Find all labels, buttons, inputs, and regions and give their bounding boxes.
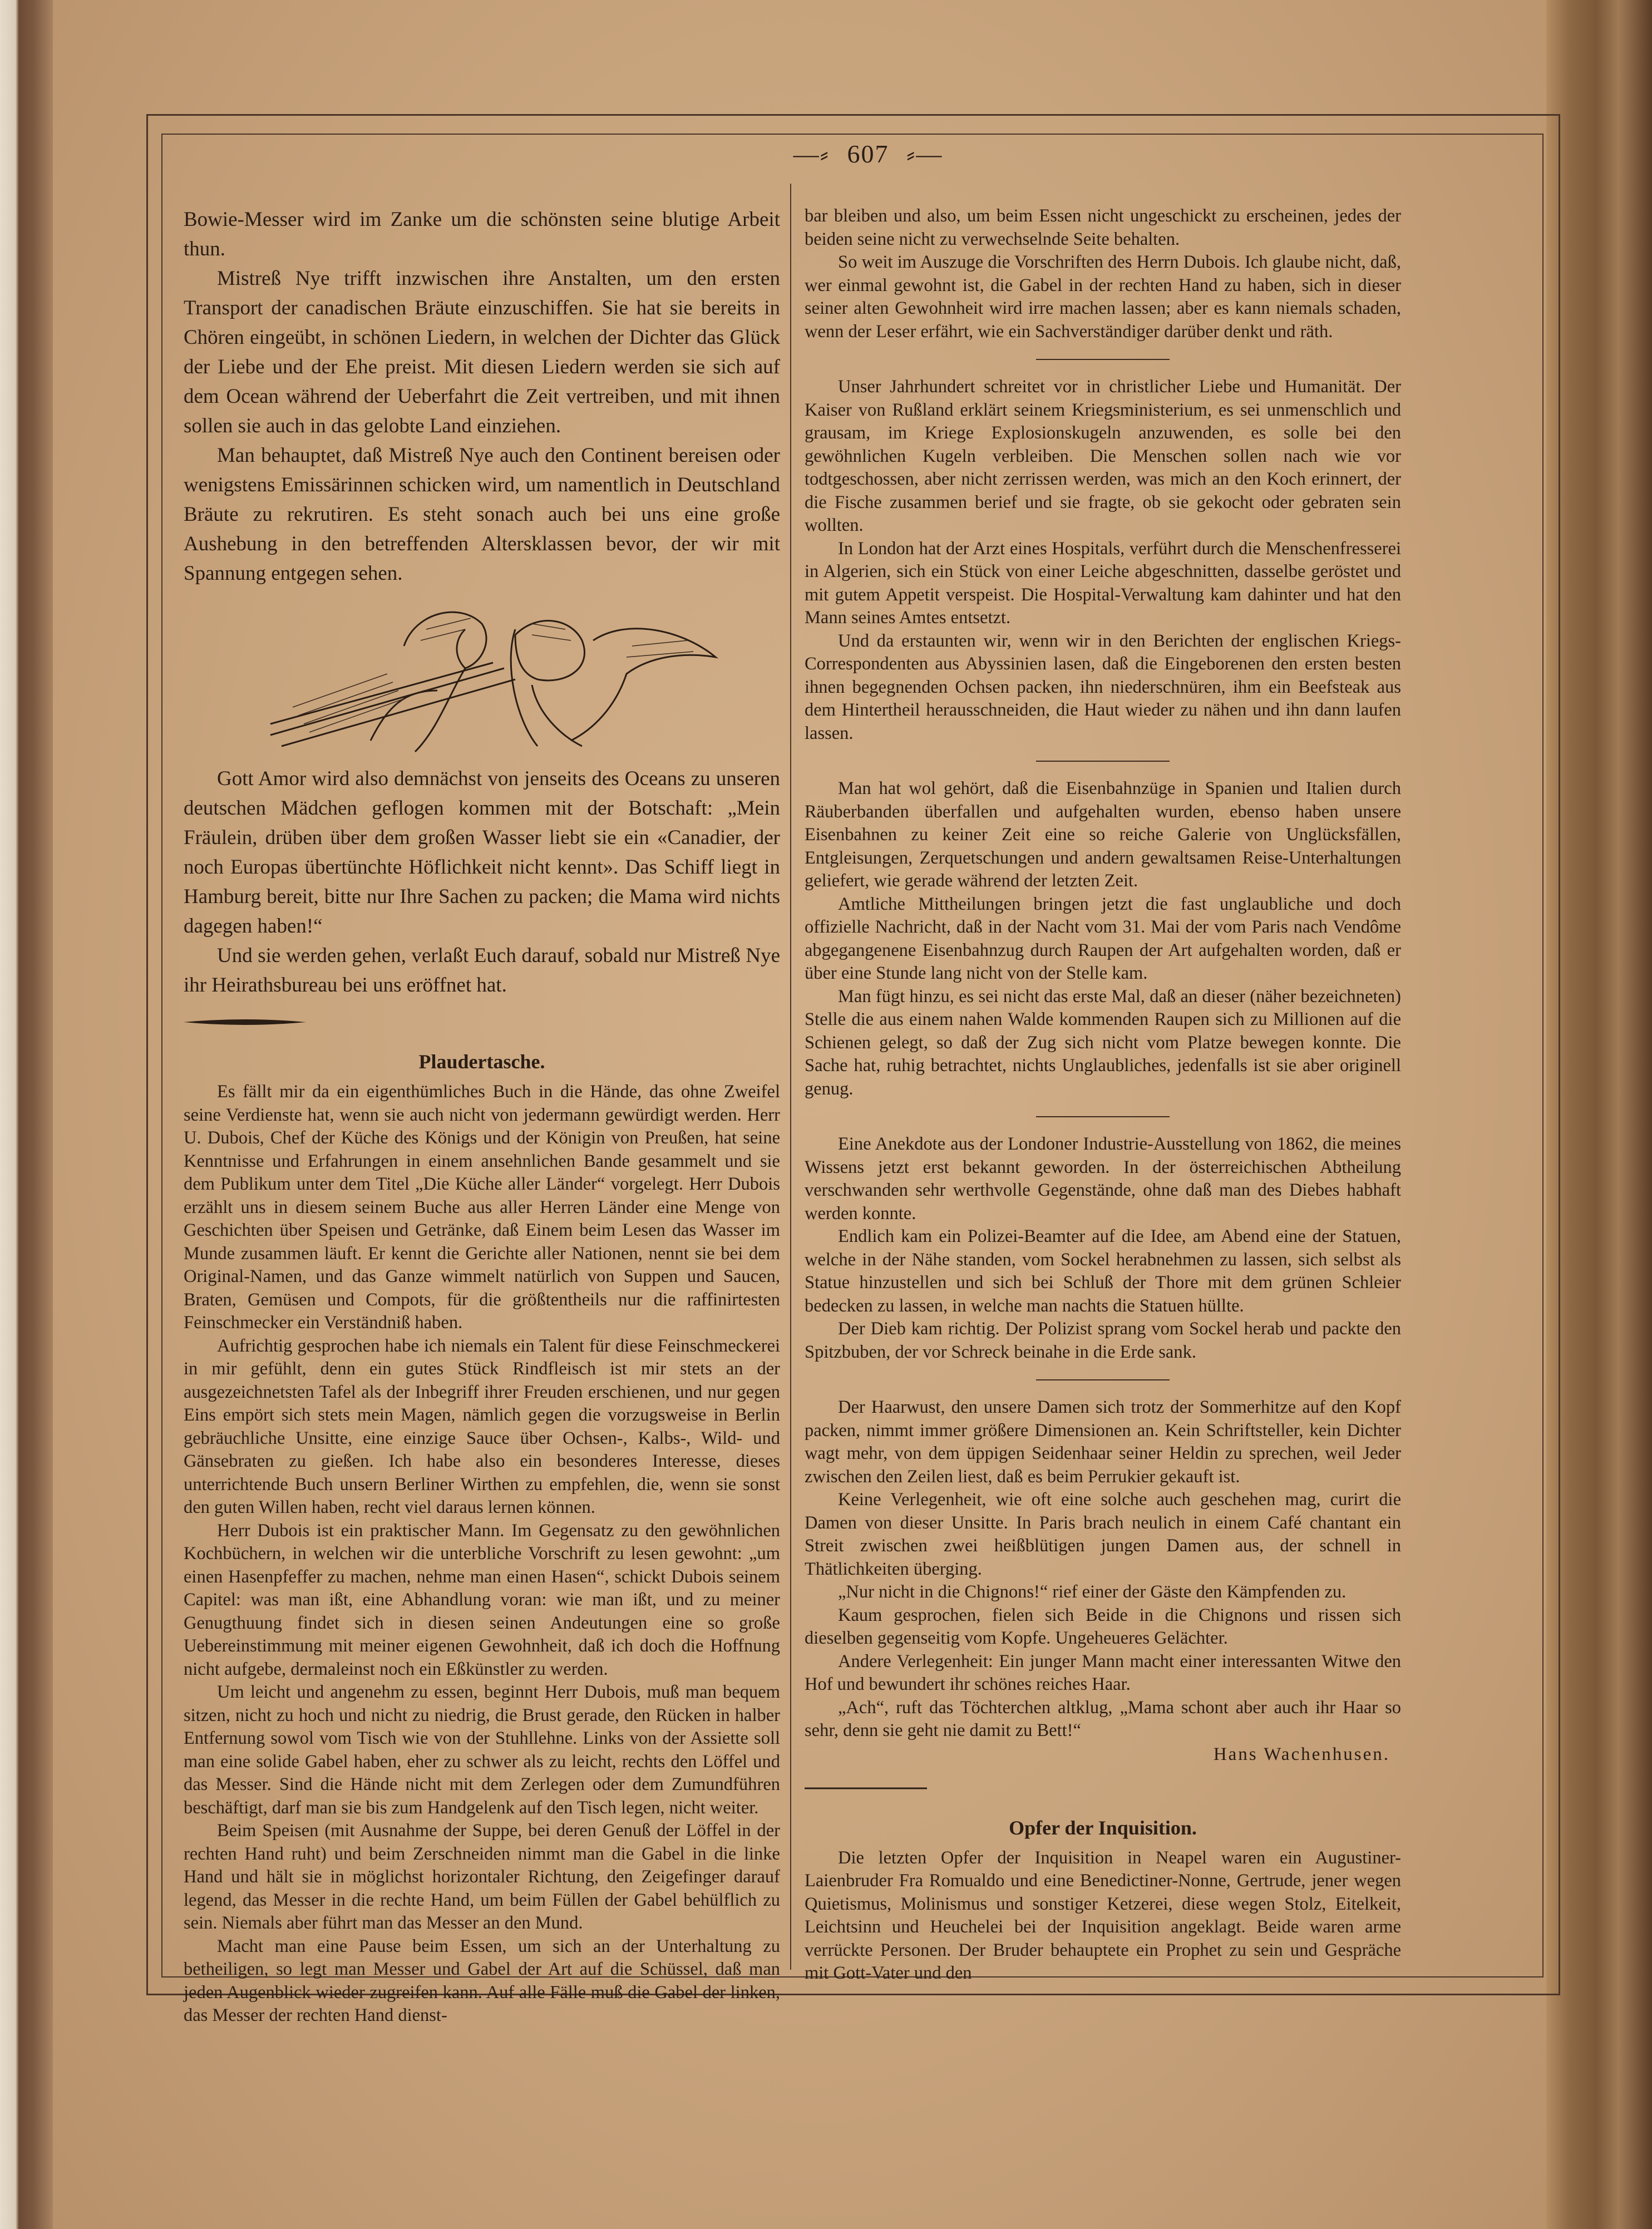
paragraph: In London hat der Arzt eines Hospitals, verführt durch die Menschenfresserei in Algerien, sich ein Stück von einer Leiche abgeschnitten, dasselbe geröstet und mit gutem Appetit verspeist. Die Hospital-Verwaltung kam dahinter und hat den Mann seines Amtes entsetzt. (805, 538, 1401, 628)
paragraph: „Ach“, ruft das Töchterchen altklug, „Mama schont aber auch ihr Haar so sehr, denn sie geht nie damit zu Bett!“ (805, 1697, 1401, 1740)
paragraph: Herr Dubois ist ein praktischer Mann. Im Gegensatz zu den gewöhnlichen Kochbüchern, in welchen wir die unterbliche Vorschrift zu lesen gewohnt: „um einen Hasenpfeffer zu machen, nehme man einen Hasen“, schickt Dubois seinem Capitel: was man ißt, eine Abhandlung voran: wie man ißt, und zu meiner Genugthuung findet sich in diesen seinen Andeutungen eine so große Uebereinstimmung mit meiner eigenen Gewohnheit, daß ich doch die Hoffnung nicht aufgebe, dermaleinst noch ein Eßkünstler zu werden. (184, 1520, 780, 1679)
paragraph: Gott Amor wird also demnächst von jenseits des Oceans zu unseren deutschen Mädchen geflogen kommen mit der Botschaft: „Mein Fräulein, drüben über dem großen Wasser liebt sie ein «Canadier, der noch Europas übertünchte Höflichkeit nicht kennt». Das Schiff liegt in Hamburg bereit, bitte nur Ihre Sachen zu packen; die Mama wird nichts dagegen haben!“ (184, 767, 780, 938)
paragraph: Es fällt mir da ein eigenthümliches Buch in die Hände, das ohne Zweifel seine Verdienste hat, wenn sie auch nicht von jedermann gewürdigt werden. Herr U. Dubois, Chef der Küche des Königs und der Königin von Preußen, hat seine Kenntnisse und Erfahrungen in einem ansehnlichen Bande gesammelt und sie dem Publikum unter dem Titel „Die Küche aller Länder“ vorgelegt. Herr Dubois erzählt uns in diesem seinem Buche aus aller Herren Länder eine Menge von Geschichten über Speisen und Getränke, daß Einem beim Lesen das Wasser im Munde zusammen läuft. Er kennt die Gerichte aller Nationen, nennt sie bei dem Original-Namen, und das Ganze wimmelt natürlich von Suppen und Saucen, Braten, Gemüsen und Compots, für die größtentheils nur die raffinirtesten Feinschmecker ein Verständniß haben. (184, 1082, 780, 1333)
paragraph: Man hat wol gehört, daß die Eisenbahnzüge in Spanien und Italien durch Räuberbanden überfallen und aufgehalten wurden, ebenso haben unsere Eisenbahnen zu keiner Zeit eine so reiche Galerie von Unglücksfällen, Entgleisungen, Zerquetschungen und andern gewaltsamen Reise-Unterhaltungen geliefert, wie gerade während der letzten Zeit. (805, 778, 1401, 891)
paragraph: Aufrichtig gesprochen habe ich niemals ein Talent für diese Feinschmeckerei in mir gefühlt, denn ein gutes Stück Rindfleisch ist mir stets an der ausgezeichnetsten Tafel als der Inbegriff ihrer Freuden erschienen, und nur gegen Eins empört sich stets mein Magen, nämlich gegen die vorzugsweise in Berlin gebräuchliche Unsitte, eine einzige Sauce über Ochsen-, Kalbs-, Wild- und Gänsebraten zu gießen. Ich habe also ein besonderes Interesse, dieses unterrichtende Buch unsern Berliner Wirthen zu empfehlen, die, wenn sie sonst den guten Willen haben, recht viel daraus lernen können. (184, 1335, 780, 1517)
header-ornament-left: —⸗ (793, 140, 830, 168)
paragraph: Beim Speisen (mit Ausnahme der Suppe, bei deren Genuß der Löffel in der rechten Hand ruht) und beim Zerschneiden nimmt man die Gabel in die linke Hand und hält sie in möglichst horizontaler Richtung, den Zeigefinger darauf legend, das Messer in die rechte Hand, um beim Füllen der Gabel behülflich zu sein. Niemals aber führt man das Messer an den Mund. (184, 1821, 780, 1933)
paragraph: Andere Verlegenheit: Ein junger Mann macht einer interessanten Witwe den Hof und bewundert ihr schönes reiches Haar. (805, 1651, 1401, 1694)
column-divider (790, 184, 791, 1970)
paragraph: Endlich kam ein Polizei-Beamter auf die Idee, am Abend eine der Statuen, welche in der Nähe standen, vom Sockel herabnehmen zu lassen, sich selbst als Statue hinzustellen und sich bei Schluß der Thore mit dem grünen Schleier bedecken zu lassen, in welche man nachts die Statuen hüllte. (805, 1226, 1401, 1316)
cupid-illustration (204, 596, 760, 757)
page-header (701, 139, 1035, 169)
paragraph: Um leicht und angenehm zu essen, beginnt Herr Dubois, muß man bequem sitzen, nicht zu hoch und nicht zu niedrig, die Brust gerade, den Rücken in halber Entfernung sowol vom Tisch wie von der Stuhllehne. Links von der Assiette soll man eine solide Gabel haben, eher zu schwer als zu leicht, rechts den Löffel und das Messer. Sind die Hände nicht mit dem Zerlegen oder dem Zumundführen beschäftigt, darf man sie bis zum Handgelenk auf den Tisch legen, nicht weiter. (184, 1682, 780, 1818)
paragraph: Man behauptet, daß Mistreß Nye auch den Continent bereisen oder wenigstens Emissärinnen schicken wird, um namentlich in Deutschland Bräute zu rekrutiren. Es steht sonach auch bei uns eine große Aushebung in den betreffenden Altersklassen bevor, der wir mit Spannung entgegen sehen. (184, 444, 780, 585)
section-rule (1036, 1116, 1170, 1117)
section-rule (1036, 761, 1170, 762)
worn-page-edge (1546, 0, 1652, 2229)
page-number: 607 (847, 140, 889, 168)
book-spine-edge (0, 0, 53, 2229)
paragraph: Eine Anekdote aus der Londoner Industrie-Ausstellung von 1862, die meines Wissens jetzt erst bekannt geworden. In der österreichischen Abtheilung verschwanden sehr werthvolle Gegenstände, ohne daß man des Diebes habhaft werden konnte. (805, 1134, 1401, 1224)
paragraph: Kaum gesprochen, fielen sich Beide in die Chignons und rissen sich dieselben gegenseitig vom Kopfe. Ungeheueres Gelächter. (805, 1605, 1401, 1648)
paragraph: Die letzten Opfer der Inquisition in Neapel waren ein Augustiner-Laienbruder Fra Romualdo und eine Benedictiner-Nonne, Gertrude, jener wegen Quietismus, Molinismus und sonstiger Ketzerei, diese wegen Stolz, Eitelkeit, Leichtsinn und Heuchelei bei der Inquisition angeklagt. Beide waren arme verrückte Personen. Der Bruder behauptete ein Prophet zu sein und Gespräche mit Gott-Vater und den (805, 1847, 1401, 1983)
header-ornament-right: ⸗— (906, 140, 943, 168)
paragraph: Bowie-Messer wird im Zanke um die schönsten seine blutige Arbeit thun. (184, 208, 780, 260)
section-title-plaudertasche: Plaudertasche. (418, 1051, 545, 1073)
paragraph: Und da erstaunten wir, wenn wir in den Berichten der englischen Kriegs-Correspondenten aus Abyssinien lasen, daß die Eingeborenen den ersten besten ihnen begegnenden Ochsen packen, ihn niederschnüren, ihm ein Beefsteak aus dem Hintertheil herausschneiden, die Haut wieder zu nähen und ihn dann laufen lassen. (805, 630, 1401, 743)
paragraph: Mistreß Nye trifft inzwischen ihre Anstalten, um den ersten Transport der canadischen Bräute einzuschiffen. Sie hat sie bereits in Chören eingeübt, in schönen Liedern, in welchen der Dichter das Glück der Liebe und der Ehe preist. Mit diesen Liedern werden sie sich auf dem Ocean während der Ueberfahrt die Zeit vertreiben, und mit ihnen sollen sie auch in das gelobte Land einziehen. (184, 267, 780, 437)
right-column (805, 205, 1401, 1983)
brides-article (184, 205, 780, 1000)
section-rule (1036, 1379, 1170, 1380)
paragraph: bar bleiben und also, um beim Essen nicht ungeschickt zu erscheinen, jedes der beiden seine nicht zu verwechselnde Seite behalten. (805, 206, 1401, 249)
paragraph: Keine Verlegenheit, wie oft eine solche auch geschehen mag, curirt die Damen von dieser Unsitte. In Paris brach neulich in einem Café chantant ein Streit zwischen zwei heißblütigen jungen Damen aus, der schnell in Thätlichkeiten überging. (805, 1490, 1401, 1579)
ornamental-rule (805, 1783, 927, 1794)
section-title-inquisition: Opfer der Inquisition. (1009, 1816, 1197, 1839)
paragraph: Unser Jahrhundert schreitet vor in christlicher Liebe und Humanität. Der Kaiser von Rußland erklärt seinem Kriegsministerium, es sei unmenschlich und grausam, im Kriege Explosionskugeln anzuwenden, es solle bei den gewöhnlichen Kugeln verbleiben. Die Menschen sollen nach wie vor todtgeschossen, aber nicht zerrissen werden, was mich an den Koch erinnert, der die Fische zusammen berief und sie fragte, ob sie gekocht oder gebraten sein wollten. (805, 377, 1401, 535)
paragraph: So weit im Auszuge die Vorschriften des Herrn Dubois. Ich glaube nicht, daß, wer einmal gewohnt ist, die Gabel in der rechten Hand zu haben, sich in dieser seiner alten Gewohnheit wird irre machen lassen; aber es kann niemals schaden, wenn der Leser erfährt, wie ein Sachverständiger darüber denkt und räth. (805, 252, 1401, 342)
paragraph: Der Dieb kam richtig. Der Polizist sprang vom Sockel herab und packte den Spitzbuben, der vor Schreck beinahe in die Erde sank. (805, 1319, 1401, 1362)
section-rule (1036, 359, 1170, 360)
author-signature: Hans Wachenhusen. (1213, 1744, 1390, 1764)
paragraph: Man fügt hinzu, es sei nicht das erste Mal, daß an dieser (näher bezeichneten) Stelle die aus einem nahen Walde kommenden Raupen sich zu Millionen auf die Schienen gelegt, so daß der Zug sich nicht vom Platze bewegen konnte. Die Sache hat, ruhig betrachtet, nichts Unglaubliches, jedenfalls ist sie aber originell genug. (805, 986, 1401, 1099)
paragraph: „Nur nicht in die Chignons!“ rief einer der Gäste den Kämpfenden zu. (838, 1582, 1347, 1602)
paragraph: Der Haarwust, den unsere Damen sich trotz der Sommerhitze auf den Kopf packen, nimmt immer größere Dimensionen an. Kein Schriftsteller, kein Dichter wagt mehr, von dem üppigen Seidenhaar seiner Heldin zu sprechen, weil Jeder zwischen den Zeilen liest, daß es beim Perrukier gekauft ist. (805, 1397, 1401, 1487)
paragraph: Macht man eine Pause beim Essen, um sich an der Unterhaltung zu betheiligen, so legt man Messer und Gabel der Art auf die Schüssel, daß man jeden Augenblick wieder zugreifen kann. Auf alle Fälle muß die Gabel der linken, das Messer der rechten Hand dienst- (184, 1936, 780, 2025)
paragraph: Amtliche Mittheilungen bringen jetzt die fast unglaubliche und doch offizielle Nachricht, daß in der Nacht vom 31. Mai der vom Paris nach Vendôme abgegangenene Eisenbahnzug durch Raupen der Art aufgehalten worden, daß er über eine Stunde lang nicht von der Stelle kam. (805, 894, 1401, 983)
plaudertasche-article (184, 1081, 780, 2028)
ornamental-rule (184, 1017, 306, 1028)
left-column (184, 205, 780, 2025)
paragraph: Und sie werden gehen, verlaßt Euch darauf, sobald nur Mistreß Nye ihr Heirathsbureau bei uns eröffnet hat. (184, 944, 780, 997)
